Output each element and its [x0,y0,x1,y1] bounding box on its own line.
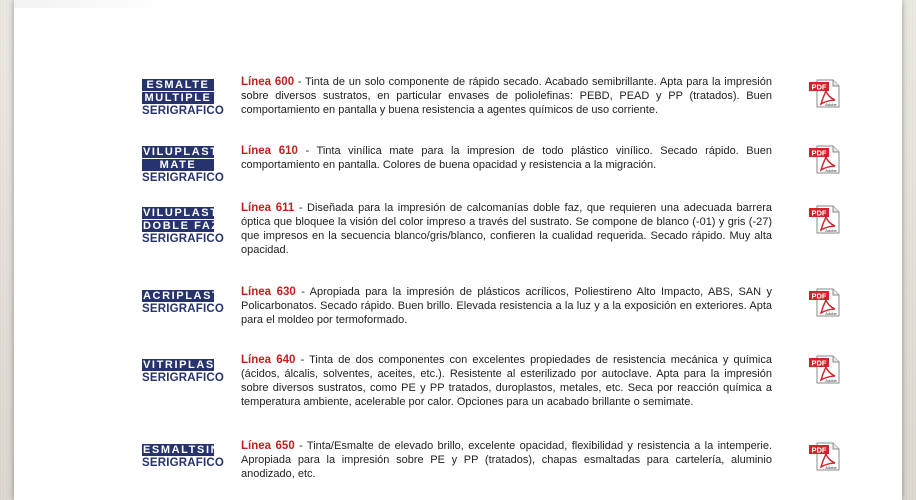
product-text: - Apropiada para la impresión de plásticos acrílicos, Poliestireno Alto Impacto, ABS, SAN y Policarbonatos. Secado rápido. Buen brillo. Elevada resistencia a la luz y a la exposición en exteriores. Apta para el moldeo por termoformado. [241,286,772,326]
product-description [241,353,772,409]
logo-subtitle: SERIGRAFICO [142,105,225,117]
pdf-download-icon[interactable] [808,287,840,317]
product-name: Línea 611 [241,202,295,214]
pdf-brand-text: Adobe [825,378,837,383]
pdf-download-icon[interactable] [808,78,840,108]
pdf-icon [808,354,840,384]
product-description [241,439,772,481]
logo-line: MATE [142,159,214,171]
product-name: Línea 630 [241,286,296,298]
product-logo-esmaltsint [142,444,229,469]
product-text: - Diseñada para la impresión de calcomanías doble faz, que requieren una adecuada barrera óptica que bloquee la visión del color impreso a través del sustrato. Se compone de blanco (-01) y gris (-27) que impresos en la secuencia blanco/gris/blanco, confieren la cualidad requerida. Secado rápido. Muy alta opacidad. [241,202,772,256]
top-edge [14,0,174,8]
product-logo-acriplast [142,290,225,315]
pdf-download-icon[interactable] [808,441,840,471]
pdf-brand-text: Adobe [825,102,837,107]
pdf-icon [808,441,840,471]
logo-line: ESMALTE [142,79,214,91]
logo-line: ACRIPLAST [143,290,221,302]
product-logo-esmalte-multiple [142,79,225,117]
product-description [241,285,772,327]
product-text: - Tinta de un solo componente de rápido secado. Acabado semibrillante. Apta para la impresión sobre diversos sustratos, en particular envases de poliolefinas: PEBD, PEAD y PP (tratados). Buen comportamiento en pantalla y buena resistencia a agentes químicos de uso corriente. [241,76,772,116]
product-name: Línea 640 [241,354,296,366]
pdf-brand-text: Adobe [825,311,837,316]
pdf-download-icon[interactable] [808,144,840,174]
logo-subtitle: SERIGRAFICO [142,172,225,184]
pdf-badge-text: PDF [811,445,827,455]
logo-line: VILUPLAST [143,207,219,219]
pdf-brand-text: Adobe [825,465,837,470]
pdf-icon [808,144,840,174]
logo-subtitle: SERIGRAFICO [142,372,225,384]
pdf-brand-text: Adobe [825,168,837,173]
product-description [241,201,772,257]
pdf-download-icon[interactable] [808,204,840,234]
product-name: Línea 610 [241,145,298,157]
product-text: - Tinta de dos componentes con excelentes propiedades de resistencia mecánica y química (ácidos, álcalis, solventes, aceites, etc.). Resistente al esterilizado por autoclave. Apta para la impresión sobre diversos sustratos, como PE y PP tratados, duroplastos, metales, etc. Seca por reacción química a temperatura ambiente, acelerable por calor. Opciones para un acabado brillante o semimate. [241,354,772,408]
logo-line: DOBLE FAZ [143,220,220,232]
logo-subtitle: SERIGRAFICO [142,457,225,469]
product-description [241,75,772,117]
pdf-badge-text: PDF [811,148,827,158]
pdf-badge-text: PDF [811,208,827,218]
pdf-download-icon[interactable] [808,354,840,384]
logo-line: MULTIPLE [142,92,214,104]
product-name: Línea 600 [241,76,295,88]
content-panel [14,0,902,500]
logo-subtitle: SERIGRAFICO [142,233,225,245]
logo-subtitle: SERIGRAFICO [142,303,225,315]
pdf-icon [808,204,840,234]
product-logo-viluplast-doble-faz [142,207,225,245]
pdf-badge-text: PDF [811,291,827,301]
pdf-icon [808,287,840,317]
product-logo-viluplast-mate [142,146,225,184]
pdf-badge-text: PDF [811,82,827,92]
pdf-icon [808,78,840,108]
logo-line: VITRIPLAST [143,359,224,371]
product-text: - Tinta/Esmalte de elevado brillo, excelente opacidad, flexibilidad y resistencia a la intemperie. Apropiada para la impresión sobre PE y PP (tratados), chapas esmaltadas para cartelería, aluminio anodizado, etc. [241,440,772,480]
product-description [241,144,772,172]
pdf-brand-text: Adobe [825,228,837,233]
logo-line: ESMALTSINT [143,444,229,456]
product-name: Línea 650 [241,440,295,452]
logo-line: VILUPLAST [143,146,219,158]
product-logo-vitriplast [142,359,225,384]
pdf-badge-text: PDF [811,358,827,368]
product-text: - Tinta vinílica mate para la impresion de todo plástico vinílico. Secado rápido. Buen comportamiento en pantalla. Colores de buena opacidad y resistencia a la migración. [241,145,773,171]
